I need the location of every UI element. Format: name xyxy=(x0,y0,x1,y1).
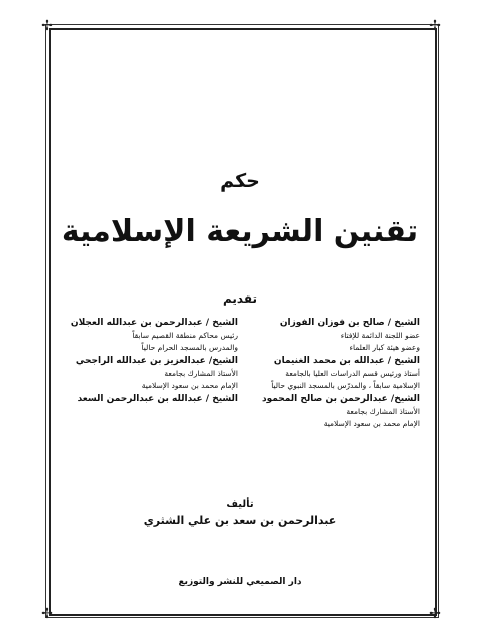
presenter-name: الشيخ / عبدالله بن عبدالرحمن السعد xyxy=(77,394,238,404)
presenter-title-line: والمدرس بالمسجد الحرام حالياً xyxy=(141,343,238,352)
author-name: عبدالرحمن بن سعد بن علي الشثري xyxy=(143,514,337,527)
presenters-right-column xyxy=(240,316,420,430)
introduction-label: تقديم xyxy=(223,292,257,306)
presenter-name: الشيخ/ عبدالرحمن بن صالح المحمود xyxy=(261,394,420,404)
book-title: تقنين الشريعة الإسلامية xyxy=(61,214,419,249)
corner-ornament-icon: ✢ xyxy=(41,606,53,622)
presenter-name: الشيخ / صالح بن فوزان الفوزان xyxy=(279,318,420,328)
presenter-name: الشيخ / عبدالله بن محمد الغنيمان xyxy=(273,356,420,366)
presenter-entry xyxy=(58,354,238,392)
presenter-title-line: الإسلامية سابقاً ، والمدرّس بالمسجد النبوي حالياً xyxy=(271,381,420,390)
corner-ornament-icon: ✢ xyxy=(429,18,441,34)
presenter-title-line: رئيس محاكم منطقة القصيم سابقاً xyxy=(132,331,238,340)
presenter-name: الشيخ / عبدالرحمن بن عبدالله العجلان xyxy=(70,318,238,328)
presenter-title-line: وعضو هيئة كبار العلماء xyxy=(349,343,420,352)
author-label: تأليف xyxy=(226,499,254,510)
presenter-title-line: الإمام محمد بن سعود الإسلامية xyxy=(141,381,238,390)
publisher-name: دار الصميعي للنشر والتوزيع xyxy=(178,577,302,587)
presenter-entry xyxy=(58,392,238,406)
corner-ornament-icon: ✢ xyxy=(41,18,53,34)
presenter-name: الشيخ/ عبدالعزيز بن عبدالله الراجحي xyxy=(75,356,238,366)
presenter-entry xyxy=(240,354,420,392)
presenter-title-line: الإمام محمد بن سعود الإسلامية xyxy=(323,419,420,428)
presenter-entry xyxy=(58,316,238,354)
presenter-title-line: عضو اللجنة الدائمة للإفتاء xyxy=(340,331,420,340)
title-small: حكم xyxy=(220,170,260,192)
presenters-left-column xyxy=(58,316,238,406)
presenter-entry xyxy=(240,316,420,354)
presenter-title-line: الأستاذ المشارك بجامعة xyxy=(164,369,238,378)
corner-ornament-icon: ✢ xyxy=(429,606,441,622)
presenter-title-line: الأستاذ المشارك بجامعة xyxy=(346,407,420,416)
presenter-title-line: أستاذ ورئيس قسم الدراسات العليا بالجامعة xyxy=(285,369,420,378)
presenter-entry xyxy=(240,392,420,430)
